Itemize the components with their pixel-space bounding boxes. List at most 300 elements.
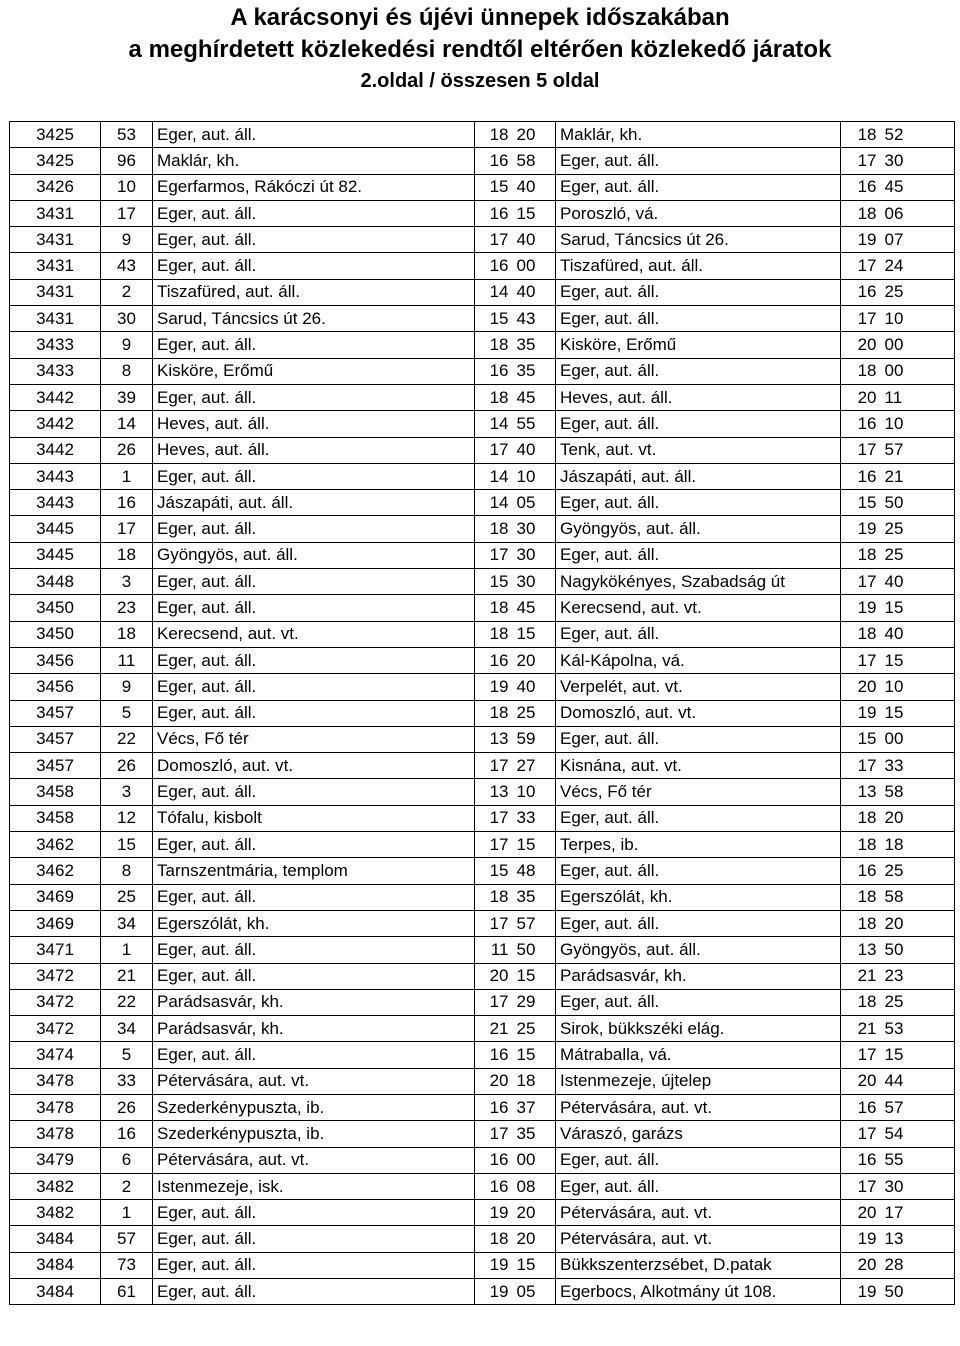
run-number: 26 (101, 753, 153, 779)
arrival-stop: Sarud, Táncsics út 26. (556, 227, 841, 253)
table-row (10, 253, 955, 279)
departure-hour: 17 (475, 832, 513, 858)
departure-minute: 10 (513, 463, 556, 489)
departure-hour: 14 (475, 279, 513, 305)
table-row (10, 463, 955, 489)
arrival-minute: 30 (881, 148, 955, 174)
departure-minute: 30 (513, 569, 556, 595)
departure-minute: 37 (513, 1094, 556, 1120)
table-row (10, 174, 955, 200)
run-number: 8 (101, 358, 153, 384)
departure-stop: Vécs, Fő tér (153, 726, 475, 752)
table-row (10, 1200, 955, 1226)
departure-hour: 16 (475, 647, 513, 673)
table-row (10, 1094, 955, 1120)
table-row (10, 490, 955, 516)
arrival-stop: Kál-Kápolna, vá. (556, 647, 841, 673)
arrival-hour: 13 (841, 937, 881, 963)
table-row (10, 779, 955, 805)
table-row (10, 1147, 955, 1173)
arrival-hour: 16 (841, 858, 881, 884)
departure-hour: 18 (475, 516, 513, 542)
arrival-minute: 25 (881, 858, 955, 884)
arrival-minute: 20 (881, 805, 955, 831)
line-number: 3425 (10, 122, 101, 148)
line-number: 3431 (10, 200, 101, 226)
line-number: 3442 (10, 411, 101, 437)
departure-stop: Eger, aut. áll. (153, 569, 475, 595)
run-number: 16 (101, 490, 153, 516)
line-number: 3431 (10, 253, 101, 279)
arrival-stop: Kisnána, aut. vt. (556, 753, 841, 779)
arrival-minute: 15 (881, 647, 955, 673)
table-row (10, 227, 955, 253)
departure-stop: Eger, aut. áll. (153, 1279, 475, 1305)
line-number: 3442 (10, 384, 101, 410)
departure-stop: Eger, aut. áll. (153, 1042, 475, 1068)
departure-stop: Eger, aut. áll. (153, 463, 475, 489)
departure-stop: Heves, aut. áll. (153, 411, 475, 437)
arrival-hour: 20 (841, 674, 881, 700)
line-number: 3478 (10, 1068, 101, 1094)
departure-stop: Jászapáti, aut. áll. (153, 490, 475, 516)
run-number: 34 (101, 1016, 153, 1042)
departure-hour: 17 (475, 805, 513, 831)
departure-hour: 18 (475, 884, 513, 910)
departure-minute: 40 (513, 674, 556, 700)
arrival-hour: 17 (841, 306, 881, 332)
arrival-stop: Jászapáti, aut. áll. (556, 463, 841, 489)
table-row (10, 200, 955, 226)
table-row (10, 753, 955, 779)
arrival-hour: 18 (841, 358, 881, 384)
arrival-minute: 10 (881, 674, 955, 700)
table-row (10, 832, 955, 858)
departure-hour: 16 (475, 200, 513, 226)
departure-hour: 17 (475, 989, 513, 1015)
departure-minute: 15 (513, 621, 556, 647)
arrival-minute: 50 (881, 1279, 955, 1305)
run-number: 26 (101, 1094, 153, 1120)
line-number: 3474 (10, 1042, 101, 1068)
arrival-minute: 25 (881, 516, 955, 542)
table-row (10, 279, 955, 305)
arrival-stop: Eger, aut. áll. (556, 148, 841, 174)
arrival-hour: 18 (841, 884, 881, 910)
arrival-hour: 13 (841, 779, 881, 805)
departure-stop: Eger, aut. áll. (153, 937, 475, 963)
departure-minute: 40 (513, 437, 556, 463)
line-number: 3431 (10, 306, 101, 332)
arrival-stop: Eger, aut. áll. (556, 542, 841, 568)
arrival-hour: 19 (841, 227, 881, 253)
table-row (10, 148, 955, 174)
line-number: 3456 (10, 647, 101, 673)
departure-stop: Eger, aut. áll. (153, 1252, 475, 1278)
arrival-stop: Terpes, ib. (556, 832, 841, 858)
run-number: 5 (101, 1042, 153, 1068)
table-row (10, 1068, 955, 1094)
arrival-minute: 57 (881, 437, 955, 463)
run-number: 1 (101, 937, 153, 963)
line-number: 3433 (10, 358, 101, 384)
departure-hour: 20 (475, 1068, 513, 1094)
arrival-hour: 20 (841, 384, 881, 410)
table-row (10, 805, 955, 831)
arrival-minute: 45 (881, 174, 955, 200)
departure-stop: Egerfarmos, Rákóczi út 82. (153, 174, 475, 200)
departure-stop: Istenmezeje, isk. (153, 1173, 475, 1199)
arrival-stop: Eger, aut. áll. (556, 358, 841, 384)
arrival-stop: Pétervására, aut. vt. (556, 1200, 841, 1226)
line-number: 3484 (10, 1226, 101, 1252)
run-number: 5 (101, 700, 153, 726)
run-number: 3 (101, 779, 153, 805)
departure-minute: 10 (513, 779, 556, 805)
departure-hour: 13 (475, 779, 513, 805)
line-number: 3442 (10, 437, 101, 463)
line-number: 3456 (10, 674, 101, 700)
run-number: 39 (101, 384, 153, 410)
departure-stop: Eger, aut. áll. (153, 122, 475, 148)
departure-hour: 16 (475, 358, 513, 384)
arrival-minute: 53 (881, 1016, 955, 1042)
arrival-stop: Eger, aut. áll. (556, 805, 841, 831)
departure-stop: Sarud, Táncsics út 26. (153, 306, 475, 332)
departure-hour: 15 (475, 858, 513, 884)
arrival-stop: Eger, aut. áll. (556, 726, 841, 752)
departure-minute: 45 (513, 595, 556, 621)
departure-stop: Eger, aut. áll. (153, 779, 475, 805)
departure-stop: Eger, aut. áll. (153, 1226, 475, 1252)
departure-minute: 57 (513, 910, 556, 936)
line-number: 3431 (10, 279, 101, 305)
arrival-hour: 18 (841, 542, 881, 568)
departure-minute: 27 (513, 753, 556, 779)
departure-hour: 11 (475, 937, 513, 963)
departure-hour: 17 (475, 753, 513, 779)
arrival-hour: 18 (841, 200, 881, 226)
run-number: 30 (101, 306, 153, 332)
table-row (10, 332, 955, 358)
arrival-hour: 20 (841, 1252, 881, 1278)
departure-hour: 13 (475, 726, 513, 752)
arrival-minute: 30 (881, 1173, 955, 1199)
departure-minute: 15 (513, 1252, 556, 1278)
arrival-stop: Tiszafüred, aut. áll. (556, 253, 841, 279)
arrival-hour: 17 (841, 569, 881, 595)
arrival-stop: Eger, aut. áll. (556, 490, 841, 516)
arrival-hour: 17 (841, 148, 881, 174)
arrival-hour: 16 (841, 1147, 881, 1173)
run-number: 8 (101, 858, 153, 884)
run-number: 12 (101, 805, 153, 831)
departure-minute: 29 (513, 989, 556, 1015)
run-number: 1 (101, 1200, 153, 1226)
arrival-minute: 50 (881, 937, 955, 963)
departure-minute: 35 (513, 358, 556, 384)
line-number: 3431 (10, 227, 101, 253)
line-number: 3457 (10, 726, 101, 752)
line-number: 3426 (10, 174, 101, 200)
line-number: 3450 (10, 595, 101, 621)
table-row (10, 700, 955, 726)
arrival-stop: Pétervására, aut. vt. (556, 1094, 841, 1120)
departure-stop: Eger, aut. áll. (153, 884, 475, 910)
departure-stop: Parádsasvár, kh. (153, 1016, 475, 1042)
departure-minute: 48 (513, 858, 556, 884)
arrival-hour: 20 (841, 1200, 881, 1226)
line-number: 3471 (10, 937, 101, 963)
arrival-stop: Eger, aut. áll. (556, 306, 841, 332)
departure-minute: 20 (513, 1200, 556, 1226)
departure-hour: 18 (475, 595, 513, 621)
arrival-hour: 18 (841, 122, 881, 148)
arrival-minute: 00 (881, 358, 955, 384)
line-number: 3462 (10, 832, 101, 858)
table-row (10, 1226, 955, 1252)
line-number: 3479 (10, 1147, 101, 1173)
departure-hour: 15 (475, 306, 513, 332)
arrival-stop: Maklár, kh. (556, 122, 841, 148)
departure-hour: 14 (475, 411, 513, 437)
arrival-hour: 19 (841, 1279, 881, 1305)
arrival-minute: 40 (881, 569, 955, 595)
run-number: 17 (101, 200, 153, 226)
arrival-stop: Sirok, bükkszéki elág. (556, 1016, 841, 1042)
arrival-stop: Vécs, Fő tér (556, 779, 841, 805)
arrival-minute: 15 (881, 1042, 955, 1068)
departure-stop: Kisköre, Erőmű (153, 358, 475, 384)
departure-hour: 18 (475, 384, 513, 410)
run-number: 22 (101, 726, 153, 752)
arrival-hour: 18 (841, 621, 881, 647)
arrival-stop: Tenk, aut. vt. (556, 437, 841, 463)
departure-stop: Eger, aut. áll. (153, 227, 475, 253)
departure-hour: 15 (475, 569, 513, 595)
departure-minute: 35 (513, 332, 556, 358)
run-number: 1 (101, 463, 153, 489)
arrival-minute: 17 (881, 1200, 955, 1226)
departure-hour: 19 (475, 1279, 513, 1305)
line-number: 3472 (10, 1016, 101, 1042)
run-number: 9 (101, 332, 153, 358)
run-number: 9 (101, 674, 153, 700)
line-number: 3469 (10, 884, 101, 910)
arrival-hour: 18 (841, 910, 881, 936)
line-number: 3478 (10, 1121, 101, 1147)
arrival-minute: 00 (881, 726, 955, 752)
arrival-hour: 19 (841, 595, 881, 621)
departure-minute: 08 (513, 1173, 556, 1199)
arrival-stop: Verpelét, aut. vt. (556, 674, 841, 700)
departure-minute: 15 (513, 1042, 556, 1068)
line-number: 3457 (10, 700, 101, 726)
departure-hour: 16 (475, 148, 513, 174)
arrival-stop: Eger, aut. áll. (556, 858, 841, 884)
arrival-minute: 25 (881, 279, 955, 305)
departure-hour: 20 (475, 963, 513, 989)
arrival-minute: 10 (881, 306, 955, 332)
run-number: 10 (101, 174, 153, 200)
departure-minute: 40 (513, 227, 556, 253)
departure-minute: 05 (513, 1279, 556, 1305)
table-row (10, 1173, 955, 1199)
run-number: 17 (101, 516, 153, 542)
table-row (10, 569, 955, 595)
line-number: 3482 (10, 1173, 101, 1199)
table-row (10, 621, 955, 647)
line-number: 3462 (10, 858, 101, 884)
run-number: 26 (101, 437, 153, 463)
departure-stop: Tiszafüred, aut. áll. (153, 279, 475, 305)
arrival-hour: 17 (841, 753, 881, 779)
page-title-line1: A karácsonyi és újévi ünnepek időszakában (230, 4, 730, 31)
run-number: 11 (101, 647, 153, 673)
departure-hour: 14 (475, 490, 513, 516)
departure-minute: 05 (513, 490, 556, 516)
departure-minute: 50 (513, 937, 556, 963)
run-number: 9 (101, 227, 153, 253)
table-row (10, 910, 955, 936)
departure-hour: 21 (475, 1016, 513, 1042)
arrival-minute: 20 (881, 910, 955, 936)
run-number: 22 (101, 989, 153, 1015)
line-number: 3457 (10, 753, 101, 779)
run-number: 43 (101, 253, 153, 279)
line-number: 3484 (10, 1279, 101, 1305)
run-number: 57 (101, 1226, 153, 1252)
departure-minute: 18 (513, 1068, 556, 1094)
line-number: 3472 (10, 989, 101, 1015)
table-row (10, 1252, 955, 1278)
run-number: 33 (101, 1068, 153, 1094)
table-row (10, 858, 955, 884)
arrival-hour: 16 (841, 279, 881, 305)
departure-minute: 40 (513, 174, 556, 200)
table-row (10, 411, 955, 437)
arrival-stop: Eger, aut. áll. (556, 989, 841, 1015)
departure-minute: 45 (513, 384, 556, 410)
table-row (10, 989, 955, 1015)
table-row (10, 1016, 955, 1042)
departure-minute: 55 (513, 411, 556, 437)
table-row (10, 726, 955, 752)
run-number: 34 (101, 910, 153, 936)
departure-stop: Pétervására, aut. vt. (153, 1147, 475, 1173)
table-row (10, 674, 955, 700)
arrival-minute: 52 (881, 122, 955, 148)
arrival-minute: 00 (881, 332, 955, 358)
arrival-minute: 06 (881, 200, 955, 226)
line-number: 3433 (10, 332, 101, 358)
departure-hour: 18 (475, 700, 513, 726)
arrival-minute: 50 (881, 490, 955, 516)
run-number: 23 (101, 595, 153, 621)
arrival-stop: Poroszló, vá. (556, 200, 841, 226)
departure-minute: 15 (513, 832, 556, 858)
departure-stop: Parádsasvár, kh. (153, 989, 475, 1015)
table-row (10, 937, 955, 963)
run-number: 2 (101, 1173, 153, 1199)
arrival-stop: Parádsasvár, kh. (556, 963, 841, 989)
line-number: 3445 (10, 542, 101, 568)
line-number: 3425 (10, 148, 101, 174)
departure-hour: 15 (475, 174, 513, 200)
arrival-stop: Eger, aut. áll. (556, 411, 841, 437)
departure-minute: 30 (513, 516, 556, 542)
arrival-minute: 24 (881, 253, 955, 279)
departure-hour: 18 (475, 332, 513, 358)
timetable-body (10, 122, 955, 1305)
arrival-hour: 15 (841, 490, 881, 516)
arrival-minute: 28 (881, 1252, 955, 1278)
arrival-minute: 07 (881, 227, 955, 253)
departure-hour: 14 (475, 463, 513, 489)
departure-hour: 18 (475, 1226, 513, 1252)
arrival-hour: 17 (841, 1042, 881, 1068)
arrival-stop: Nagykökényes, Szabadság út (556, 569, 841, 595)
departure-stop: Egerszólát, kh. (153, 910, 475, 936)
table-row (10, 358, 955, 384)
run-number: 96 (101, 148, 153, 174)
arrival-hour: 15 (841, 726, 881, 752)
run-number: 18 (101, 621, 153, 647)
arrival-hour: 19 (841, 516, 881, 542)
arrival-minute: 18 (881, 832, 955, 858)
departure-hour: 17 (475, 227, 513, 253)
departure-hour: 19 (475, 1252, 513, 1278)
arrival-hour: 21 (841, 1016, 881, 1042)
departure-stop: Maklár, kh. (153, 148, 475, 174)
line-number: 3482 (10, 1200, 101, 1226)
departure-minute: 20 (513, 122, 556, 148)
arrival-stop: Kisköre, Erőmű (556, 332, 841, 358)
departure-stop: Eger, aut. áll. (153, 674, 475, 700)
departure-stop: Eger, aut. áll. (153, 253, 475, 279)
arrival-stop: Egerszólát, kh. (556, 884, 841, 910)
arrival-hour: 21 (841, 963, 881, 989)
departure-hour: 16 (475, 1094, 513, 1120)
page-title-line2: a meghírdetett közlekedési rendtől eltérően közlekedő járatok (128, 36, 832, 63)
run-number: 73 (101, 1252, 153, 1278)
arrival-hour: 17 (841, 253, 881, 279)
departure-minute: 15 (513, 200, 556, 226)
line-number: 3478 (10, 1094, 101, 1120)
departure-minute: 15 (513, 963, 556, 989)
departure-hour: 18 (475, 122, 513, 148)
timetable (9, 121, 955, 1305)
departure-stop: Pétervására, aut. vt. (153, 1068, 475, 1094)
line-number: 3469 (10, 910, 101, 936)
table-row (10, 122, 955, 148)
departure-minute: 25 (513, 1016, 556, 1042)
arrival-minute: 10 (881, 411, 955, 437)
departure-hour: 17 (475, 542, 513, 568)
departure-stop: Eger, aut. áll. (153, 516, 475, 542)
table-row (10, 647, 955, 673)
departure-stop: Tófalu, kisbolt (153, 805, 475, 831)
arrival-minute: 21 (881, 463, 955, 489)
arrival-minute: 54 (881, 1121, 955, 1147)
arrival-hour: 16 (841, 411, 881, 437)
arrival-minute: 44 (881, 1068, 955, 1094)
departure-hour: 16 (475, 1173, 513, 1199)
arrival-hour: 16 (841, 1094, 881, 1120)
arrival-stop: Eger, aut. áll. (556, 621, 841, 647)
departure-minute: 25 (513, 700, 556, 726)
arrival-hour: 17 (841, 437, 881, 463)
